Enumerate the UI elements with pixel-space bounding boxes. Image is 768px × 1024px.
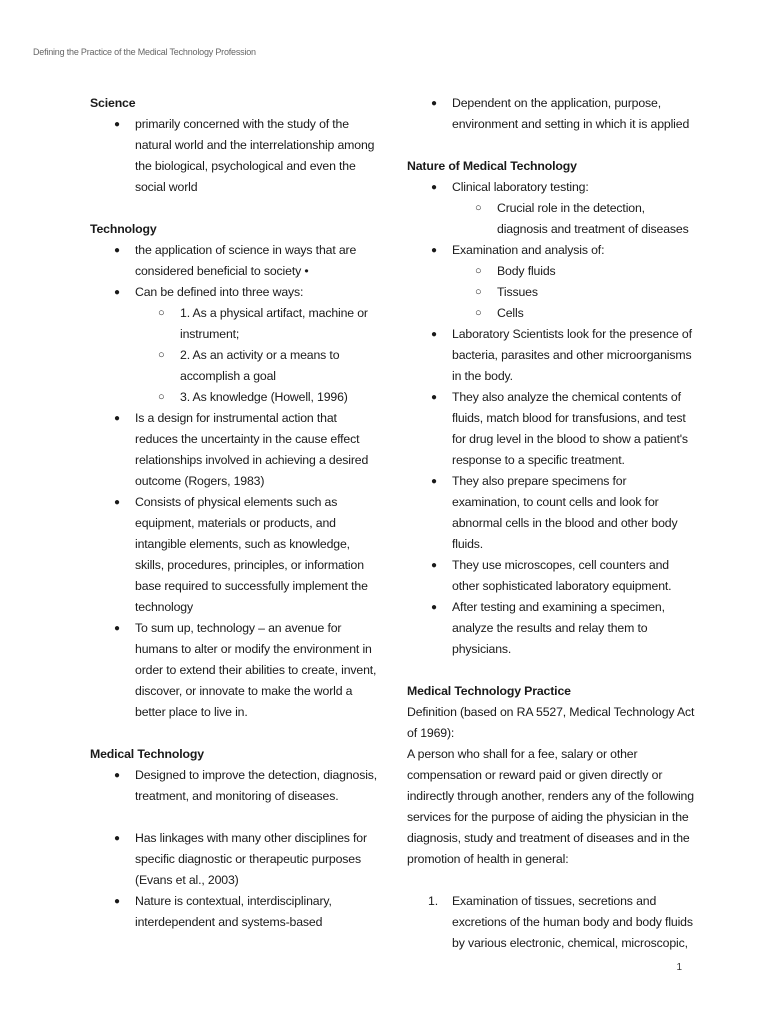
numbered-item <box>407 891 697 954</box>
list-item <box>90 828 380 891</box>
list-item-text: primarily concerned with the study of the natural world and the interrelationship among the biological, psychological and even the social world <box>135 117 375 194</box>
list-item <box>90 408 380 492</box>
bullet-icon: ● <box>431 98 437 109</box>
list-item-text: Cells <box>497 306 524 320</box>
list-item-text: After testing and examining a specimen, analyze the results and relay them to physicians. <box>452 600 665 656</box>
list-item-text: Dependent on the application, purpose, environment and setting in which it is applied <box>452 96 690 131</box>
section-heading-practice: Medical Technology Practice <box>407 684 571 698</box>
bullet-icon: ● <box>114 119 120 130</box>
list-item-text: Body fluids <box>497 264 556 278</box>
circle-bullet-icon: ○ <box>475 307 482 319</box>
section-heading-medical-technology: Medical Technology <box>90 747 204 761</box>
section-heading-technology: Technology <box>90 222 157 236</box>
bullet-icon: ● <box>114 287 120 298</box>
bullet-icon: ● <box>114 413 120 424</box>
bullet-icon: ● <box>431 182 437 193</box>
sub-list-item <box>407 261 697 282</box>
list-item-text: 1. As a physical artifact, machine or instrument; <box>180 306 368 341</box>
circle-bullet-icon: ○ <box>475 265 482 277</box>
list-item <box>407 597 697 660</box>
section-heading-science: Science <box>90 96 136 110</box>
right-column <box>407 93 697 954</box>
list-item-text: Examination of tissues, secretions and excretions of the human body and body fluids by various electronic, chemical, microscopic, <box>452 894 693 950</box>
definition-paragraph: A person who shall for a fee, salary or other compensation or reward paid or given directly or indirectly through another, renders any of the following services for the purpose of aiding the physician in the diagnosis, study and treatment of diseases and in the promotion of health in general: <box>407 747 694 866</box>
list-item-text: Examination and analysis of: <box>452 243 605 257</box>
page-header: Defining the Practice of the Medical Technology Profession <box>33 47 256 57</box>
list-item <box>407 93 697 135</box>
list-item-text: Nature is contextual, interdisciplinary, interdependent and systems-based <box>135 894 332 929</box>
list-item <box>407 324 697 387</box>
list-item <box>407 555 697 597</box>
sub-list-item <box>407 198 697 240</box>
list-item-text: Clinical laboratory testing: <box>452 180 589 194</box>
list-item-text: 2. As an activity or a means to accomplish a goal <box>180 348 340 383</box>
list-item-text: 3. As knowledge (Howell, 1996) <box>180 390 348 404</box>
bullet-icon: ● <box>114 245 120 256</box>
list-item-text: They use microscopes, cell counters and other sophisticated laboratory equipment. <box>452 558 672 593</box>
circle-bullet-icon: ○ <box>158 391 165 403</box>
circle-bullet-icon: ○ <box>475 286 482 298</box>
list-item <box>90 240 380 282</box>
bullet-icon: ● <box>114 896 120 907</box>
list-item-text: the application of science in ways that are considered beneficial to society • <box>135 243 357 278</box>
bullet-icon: ● <box>431 602 437 613</box>
circle-bullet-icon: ○ <box>158 307 165 319</box>
list-item-text: They also prepare specimens for examination, to count cells and look for abnormal cells in the blood and other body fluids. <box>452 474 678 551</box>
list-item-text: Can be defined into three ways: <box>135 285 304 299</box>
circle-bullet-icon: ○ <box>475 202 482 214</box>
bullet-icon: ● <box>114 623 120 634</box>
list-item-text: Has linkages with many other disciplines for specific diagnostic or therapeutic purposes (Evans et al., 2003) <box>135 831 367 887</box>
list-item <box>407 387 697 471</box>
list-item-text: To sum up, technology – an avenue for humans to alter or modify the environment in order to extend their abilities to create, invent, discover, or innovate to make the world a better place to live in. <box>135 621 377 719</box>
list-item-text: Is a design for instrumental action that reduces the uncertainty in the cause effect relationships involved in achieving a desired outcome (Rogers, 1983) <box>135 411 369 488</box>
list-item <box>90 618 380 723</box>
list-item <box>407 471 697 555</box>
page-number: 1 <box>676 962 682 973</box>
list-item-text: Tissues <box>497 285 538 299</box>
list-item <box>90 765 380 807</box>
list-item <box>90 891 380 933</box>
list-item-text: Crucial role in the detection, diagnosis and treatment of diseases <box>497 201 689 236</box>
number-marker: 1. <box>428 894 438 908</box>
list-item <box>407 177 697 198</box>
circle-bullet-icon: ○ <box>158 349 165 361</box>
left-column <box>90 93 380 933</box>
list-item <box>407 240 697 261</box>
sub-list-item <box>90 387 380 408</box>
bullet-icon: ● <box>114 833 120 844</box>
definition-text: Definition (based on RA 5527, Medical Technology Act of 1969): <box>407 705 695 740</box>
bullet-icon: ● <box>431 329 437 340</box>
list-item <box>90 282 380 303</box>
section-heading-nature: Nature of Medical Technology <box>407 159 577 173</box>
sub-list-item <box>407 303 697 324</box>
list-item-text: They also analyze the chemical contents of fluids, match blood for transfusions, and test for drug level in the blood to show a patient's response to a specific treatment. <box>452 390 688 467</box>
bullet-icon: ● <box>431 476 437 487</box>
list-item-text: Designed to improve the detection, diagnosis, treatment, and monitoring of diseases. <box>135 768 378 803</box>
list-item-text: Laboratory Scientists look for the presence of bacteria, parasites and other microorganisms in the body. <box>452 327 692 383</box>
list-item-text: Consists of physical elements such as equipment, materials or products, and intangible elements, such as knowledge, skills, procedures, principles, or information base required to successfully implement the technology <box>135 495 368 614</box>
sub-list-item <box>407 282 697 303</box>
bullet-icon: ● <box>431 560 437 571</box>
bullet-icon: ● <box>114 497 120 508</box>
sub-list-item <box>90 303 380 345</box>
sub-list-item <box>90 345 380 387</box>
bullet-icon: ● <box>431 245 437 256</box>
bullet-icon: ● <box>431 392 437 403</box>
list-item <box>90 114 380 198</box>
bullet-icon: ● <box>114 770 120 781</box>
list-item <box>90 492 380 618</box>
